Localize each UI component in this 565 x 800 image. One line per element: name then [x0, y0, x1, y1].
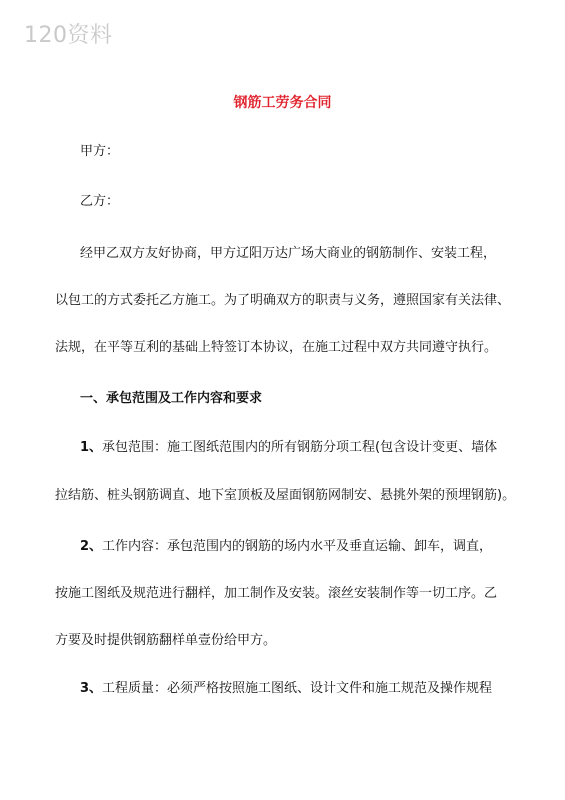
item-2-number: 2、: [80, 539, 103, 554]
item-1-number: 1、: [80, 440, 103, 455]
item-2-text: 工作内容：承包范围内的钢筋的场内水平及垂直运输、卸车，调直，: [102, 539, 493, 554]
watermark: 120资料: [24, 23, 113, 48]
item-2-line-2: 按施工图纸及规范进行翻样，加工制作及安装。滚丝安装制作等一切工序。乙: [55, 586, 498, 601]
item-1-first-line: [80, 439, 497, 457]
intro-line-2: 以包工的方式委托乙方施工。为了明确双方的职责与义务，遵照国家有关法律、: [55, 293, 511, 308]
item-1-text: 承包范围：施工图纸范围内的所有钢筋分项工程(包含设计变更、墙体: [102, 440, 498, 455]
party-b-label: 乙方：: [80, 194, 120, 209]
item-2-line-3: 方要及时提供钢筋翻样单壹份给甲方。: [55, 633, 277, 648]
item-3-number: 3、: [80, 681, 103, 696]
intro-line-3: 法规，在平等互利的基础上特签订本协议，在施工过程中双方共同遵守执行。: [55, 340, 498, 355]
item-3-text: 工程质量：必须严格按照施工图纸、设计文件和施工规范及操作规程: [102, 681, 493, 696]
item-1-line-2: 拉结筋、桩头钢筋调直、地下室顶板及屋面钢筋网制安、悬挑外架的预埋钢筋)。: [55, 488, 516, 503]
item-2-first-line: [80, 538, 492, 556]
item-3-first-line: [80, 680, 492, 698]
intro-line-1: 经甲乙双方友好协商，甲方辽阳万达广场大商业的钢筋制作、安装工程，: [80, 246, 497, 261]
section-heading-1: 一、承包范围及工作内容和要求: [80, 391, 263, 406]
document-title: 钢筋工劳务合同: [233, 95, 332, 111]
party-a-label: 甲方：: [80, 144, 120, 159]
